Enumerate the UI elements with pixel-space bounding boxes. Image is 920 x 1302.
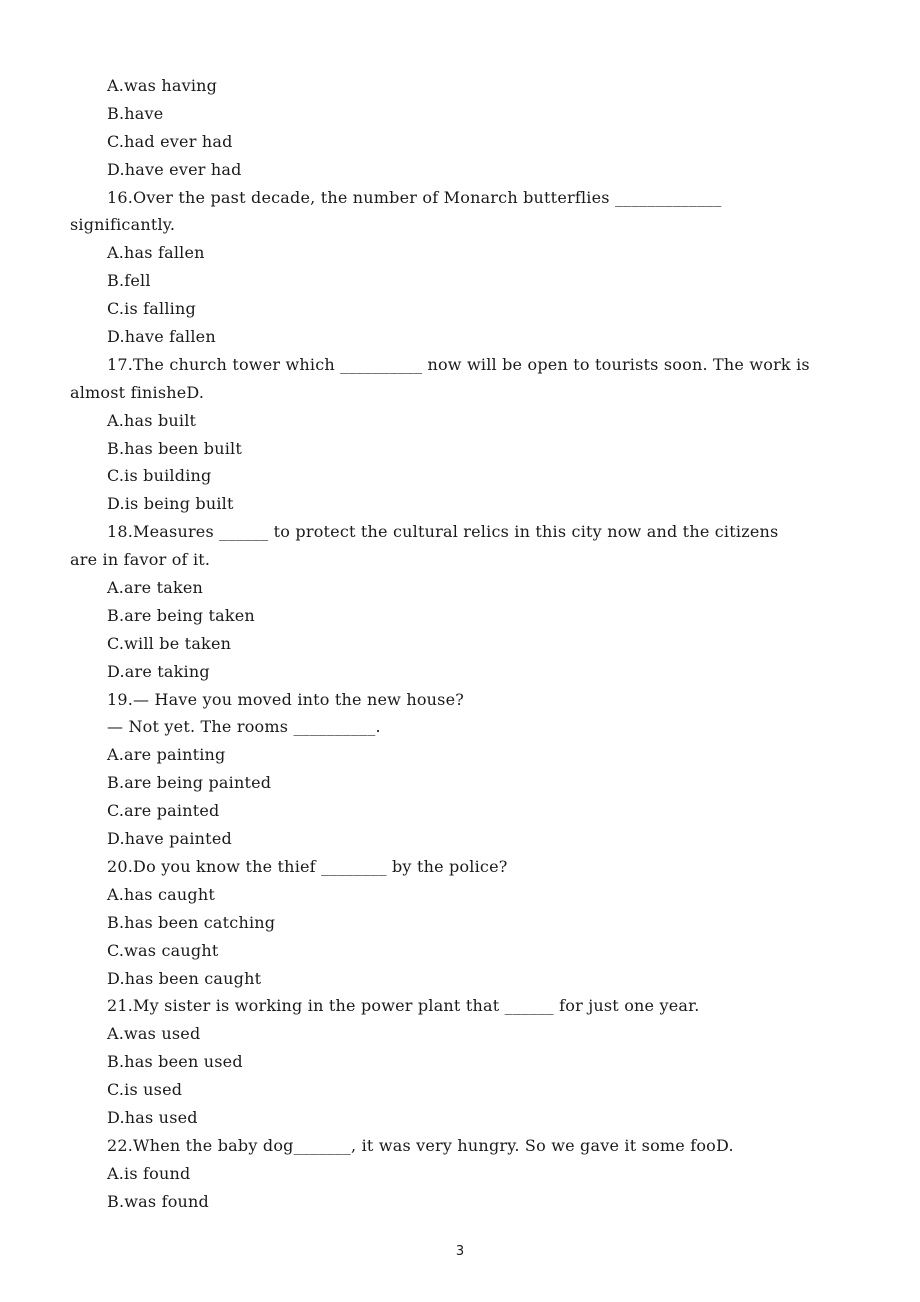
- q20-option-b: B.has been catching: [107, 912, 276, 932]
- q15-option-b: B.have: [107, 103, 164, 123]
- q21-stem: 21.My sister is working in the power plant that ______ for just one year.: [107, 996, 700, 1016]
- q22-option-a: A.is found: [107, 1163, 191, 1183]
- q16-option-c: C.is falling: [107, 299, 196, 319]
- q18-option-d: D.are taking: [107, 661, 210, 681]
- q19-option-d: D.have painted: [107, 829, 232, 849]
- q20-option-d: D.has been caught: [107, 968, 262, 988]
- page-number: 3: [455, 1244, 465, 1259]
- q18-option-a: A.are taken: [107, 578, 204, 598]
- q17-option-b: B.has been built: [107, 438, 242, 458]
- q21-option-c: C.is used: [107, 1080, 183, 1100]
- q19-option-c: C.are painted: [107, 801, 220, 821]
- q16-option-a: A.has fallen: [107, 243, 205, 263]
- q16-option-b: B.fell: [107, 271, 151, 291]
- document-page: [0, 72, 920, 1216]
- q18-stem-continued: are in favor of it.: [70, 550, 211, 570]
- q20-option-c: C.was caught: [107, 940, 219, 960]
- q17-stem-continued: almost finisheD.: [70, 382, 205, 402]
- q21-option-d: D.has used: [107, 1107, 198, 1127]
- q18-option-c: C.will be taken: [107, 633, 232, 653]
- q21-option-b: B.has been used: [107, 1052, 243, 1072]
- q15-option-c: C.had ever had: [107, 131, 233, 151]
- q20-option-a: A.has caught: [107, 884, 215, 904]
- q18-option-b: B.are being taken: [107, 605, 255, 625]
- q19-option-b: B.are being painted: [107, 773, 272, 793]
- q16-stem-continued: significantly.: [70, 215, 176, 235]
- q15-option-a: A.was having: [107, 76, 218, 95]
- q22-stem: 22.When the baby dog_______, it was very hungry. So we gave it some fooD.: [107, 1135, 734, 1155]
- q17-option-a: A.has built: [107, 410, 197, 430]
- q19-stem: 19.— Have you moved into the new house?: [107, 689, 465, 709]
- q19-stem-reply: — Not yet. The rooms __________.: [107, 717, 381, 737]
- q17-option-c: C.is building: [107, 466, 212, 486]
- q16-option-d: D.have fallen: [107, 327, 216, 347]
- q15-option-d: D.have ever had: [107, 159, 242, 179]
- q17-stem: 17.The church tower which __________ now will be open to tourists soon. The work is: [107, 354, 810, 374]
- q19-option-a: A.are painting: [107, 745, 226, 765]
- q16-stem: 16.Over the past decade, the number of Monarch butterflies _____________: [107, 187, 722, 207]
- q21-option-a: A.was used: [107, 1024, 201, 1044]
- q22-option-b: B.was found: [107, 1191, 209, 1211]
- q18-stem: 18.Measures ______ to protect the cultural relics in this city now and the citizens: [107, 522, 779, 542]
- q20-stem: 20.Do you know the thief ________ by the police?: [107, 856, 508, 876]
- q17-option-d: D.is being built: [107, 494, 234, 514]
